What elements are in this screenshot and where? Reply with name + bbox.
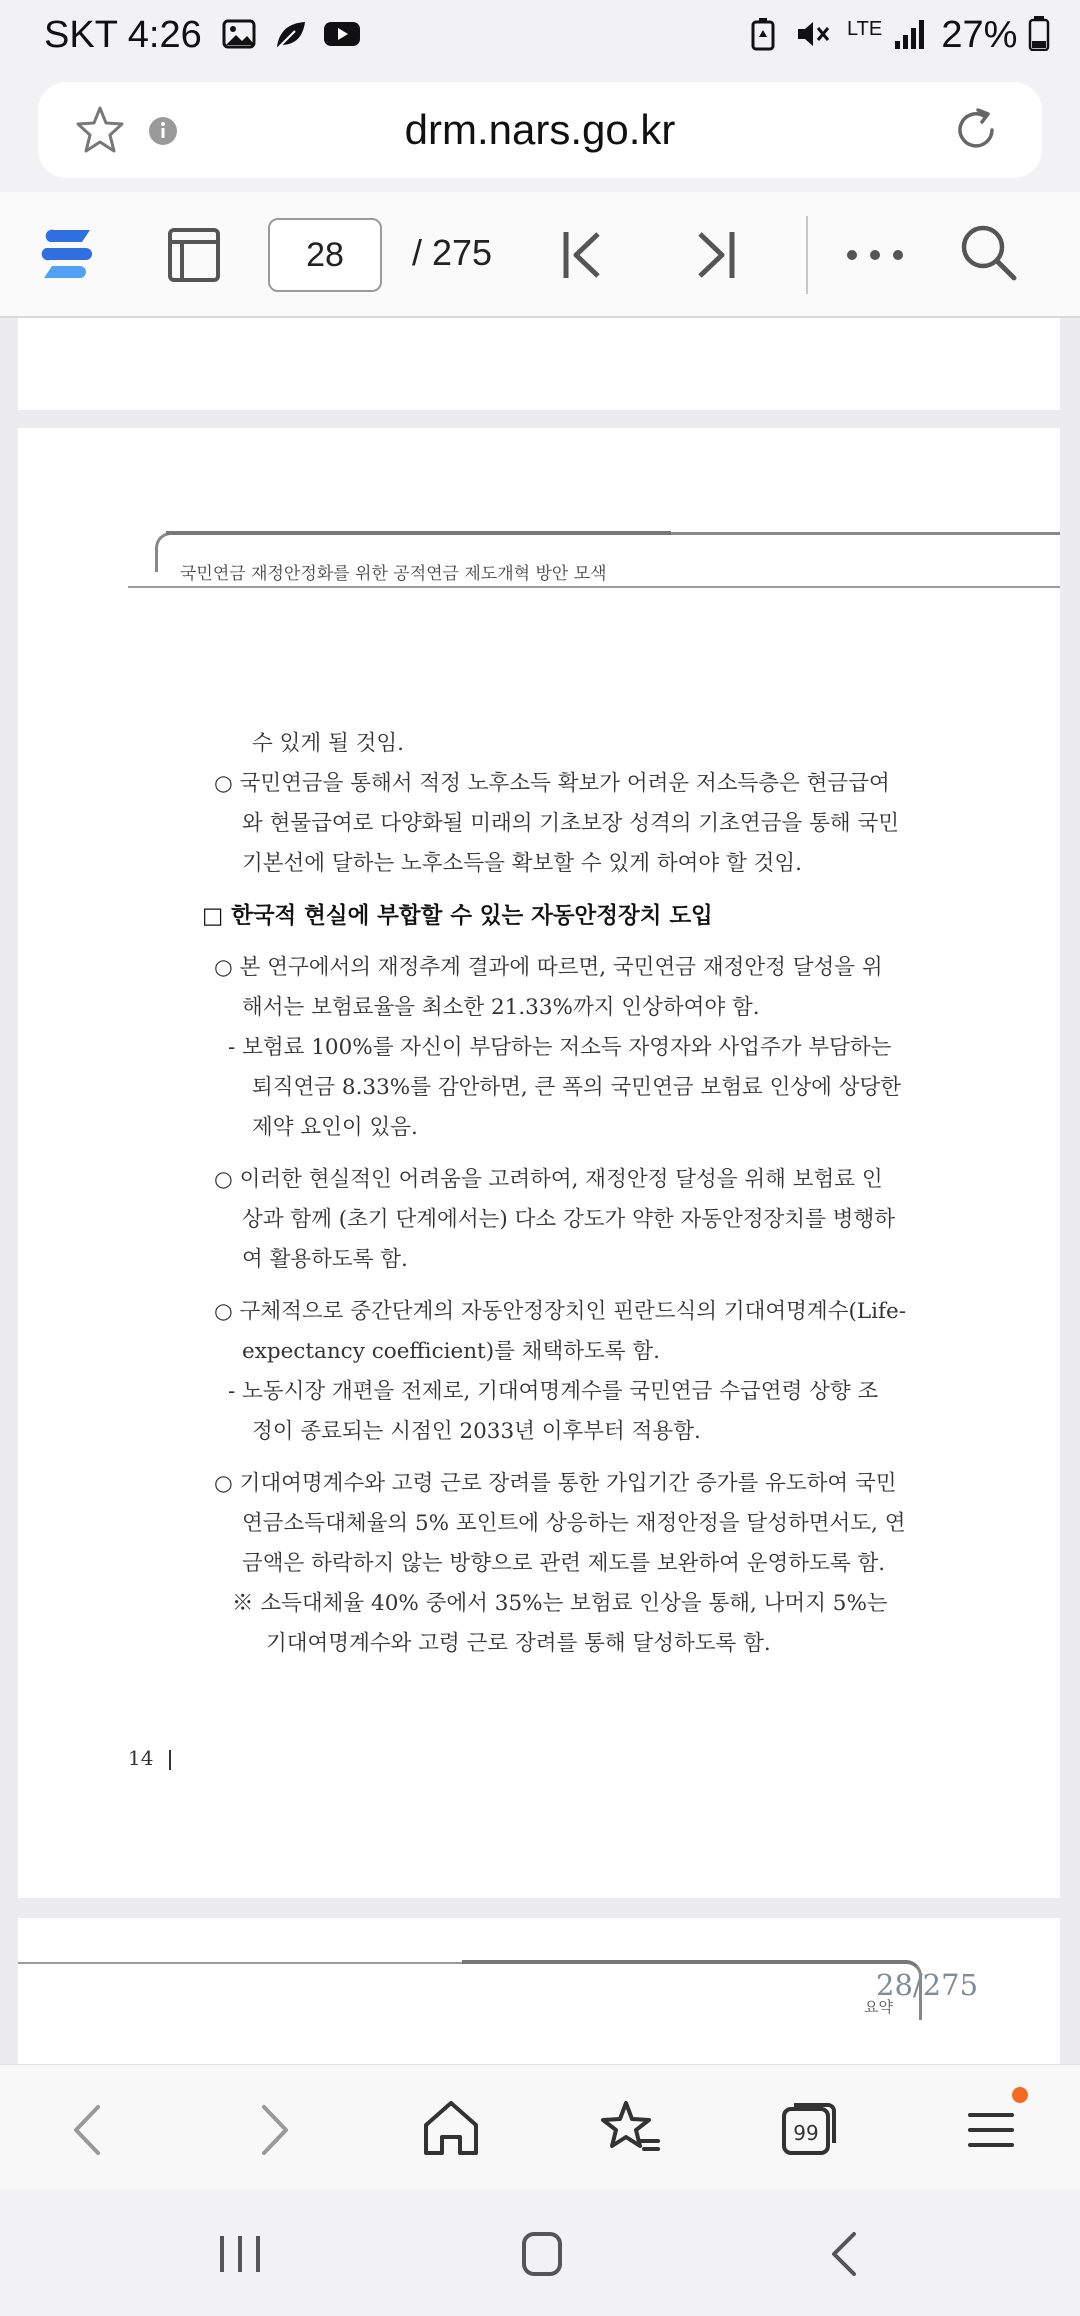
pdf-page-current	[18, 428, 1060, 1898]
first-page-icon[interactable]	[558, 226, 608, 284]
mute-icon	[794, 17, 832, 51]
body-line: 금액은 하락하지 않는 방향으로 관련 제도를 보완하여 운영하도록 함.	[242, 1551, 886, 1576]
more-options-icon[interactable]	[844, 244, 906, 266]
forward-icon[interactable]	[228, 2085, 318, 2175]
page-total-label: / 275	[412, 232, 493, 273]
browser-bottom-bar	[0, 2064, 1080, 2190]
status-carrier-time: SKT 4:26	[44, 14, 361, 57]
body-line: 연금소득대체율의 5% 포인트에 상응하는 재정안정을 달성하면서도, 연	[242, 1511, 906, 1536]
body-line: ○ 구체적으로 중간단계의 자동안정장치인 핀란드식의 기대여명계수(Life-	[214, 1299, 906, 1324]
body-line: ○ 국민연금을 통해서 적정 노후소득 확보가 어려운 저소득층은 현금급여	[214, 771, 890, 796]
svg-text:99: 99	[793, 2121, 819, 2145]
layout-panel-icon[interactable]	[166, 226, 222, 284]
body-line: 수 있게 될 것임.	[252, 731, 404, 756]
status-bar	[0, 0, 1080, 78]
toolbar-divider	[806, 216, 808, 294]
body-line: 와 현물급여로 다양화될 미래의 기초보장 성격의 기초연금을 통해 국민	[242, 811, 899, 836]
battery-percent: 27%	[941, 14, 1018, 56]
body-line: ○ 본 연구에서의 재정추계 결과에 따르면, 국민연금 재정안정 달성을 위	[214, 955, 883, 980]
system-back-icon[interactable]	[806, 2218, 886, 2290]
body-line: 기본선에 달하는 노후소득을 확보할 수 있게 하여야 할 것임.	[242, 851, 802, 876]
page-counter-overlay: 28/275	[876, 1968, 979, 2002]
url-text[interactable]: drm.nars.go.kr	[404, 106, 676, 153]
network-type-label: LTE	[847, 18, 883, 40]
status-indicators	[750, 14, 1050, 57]
body-line: 해서는 보험료율을 최소한 21.33%까지 인상하여야 함.	[242, 995, 760, 1020]
battery-saver-icon	[750, 17, 776, 51]
viewer-logo-icon[interactable]	[40, 226, 96, 284]
address-bar[interactable]	[38, 82, 1042, 178]
page-number-input[interactable]: 28	[268, 218, 382, 292]
search-icon[interactable]	[958, 222, 1020, 284]
battery-icon	[1028, 15, 1050, 51]
page-header-title: 국민연금 재정안정화를 위한 공적연금 제도개혁 방안 모색	[180, 564, 607, 584]
page-header-rule	[128, 586, 1060, 588]
back-icon[interactable]	[44, 2085, 134, 2175]
next-page-header-frame	[462, 1960, 922, 2020]
body-line: - 보험료 100%를 자신이 부담하는 저소득 자영자와 사업주가 부담하는	[228, 1035, 892, 1060]
reload-icon[interactable]	[950, 104, 1002, 156]
last-page-icon[interactable]	[690, 226, 740, 284]
recent-apps-icon[interactable]	[200, 2218, 280, 2290]
body-line: - 노동시장 개편을 전제로, 기대여명계수를 국민연금 수급연령 상향 조	[228, 1379, 879, 1404]
page-header-frame-accent	[166, 531, 671, 535]
system-navigation-bar	[0, 2190, 1080, 2316]
body-line: 여 활용하도록 함.	[242, 1247, 408, 1272]
home-button-icon[interactable]	[502, 2218, 582, 2290]
home-icon[interactable]	[406, 2085, 496, 2175]
body-line: 상과 함께 (초기 단계에서는) 다소 강도가 약한 자동안정장치를 병행하	[242, 1207, 895, 1232]
page-number-divider	[169, 1750, 171, 1770]
body-line: ○ 이러한 현실적인 어려움을 고려하여, 재정안정 달성을 위해 보험료 인	[214, 1167, 883, 1192]
page-number: 14	[128, 1746, 154, 1770]
pdf-page-previous	[18, 318, 1060, 410]
tabs-icon[interactable]	[764, 2085, 854, 2175]
next-page-header-text: 요약	[864, 1998, 893, 2016]
menu-notification-dot	[1012, 2087, 1028, 2103]
youtube-notification-icon	[323, 19, 361, 49]
body-line: 퇴직연금 8.33%를 감안하면, 큰 폭의 국민연금 보험료 인상에 상당한	[252, 1075, 902, 1100]
leaf-notification-icon	[273, 19, 307, 49]
section-heading: □ 한국적 현실에 부합할 수 있는 자동안정장치 도입	[202, 903, 713, 929]
pdf-viewer[interactable]	[0, 318, 1080, 2064]
body-line: 제약 요인이 있음.	[252, 1115, 418, 1140]
signal-icon	[893, 17, 927, 51]
body-line: ○ 기대여명계수와 고령 근로 장려를 통한 가입기간 증가를 유도하여 국민	[214, 1471, 897, 1496]
body-line: expectancy coefficient)를 채택하도록 함.	[242, 1339, 660, 1364]
note-line: ※ 소득대체율 40% 중에서 35%는 보험료 인상을 통해, 나머지 5%는	[232, 1591, 888, 1616]
bookmarks-icon[interactable]	[586, 2085, 676, 2175]
note-line: 기대여명계수와 고령 근로 장려를 통해 달성하도록 함.	[266, 1631, 771, 1656]
gallery-notification-icon	[222, 19, 256, 49]
body-line: 정이 종료되는 시점인 2033년 이후부터 적용함.	[252, 1419, 701, 1444]
pdf-toolbar	[0, 192, 1080, 318]
